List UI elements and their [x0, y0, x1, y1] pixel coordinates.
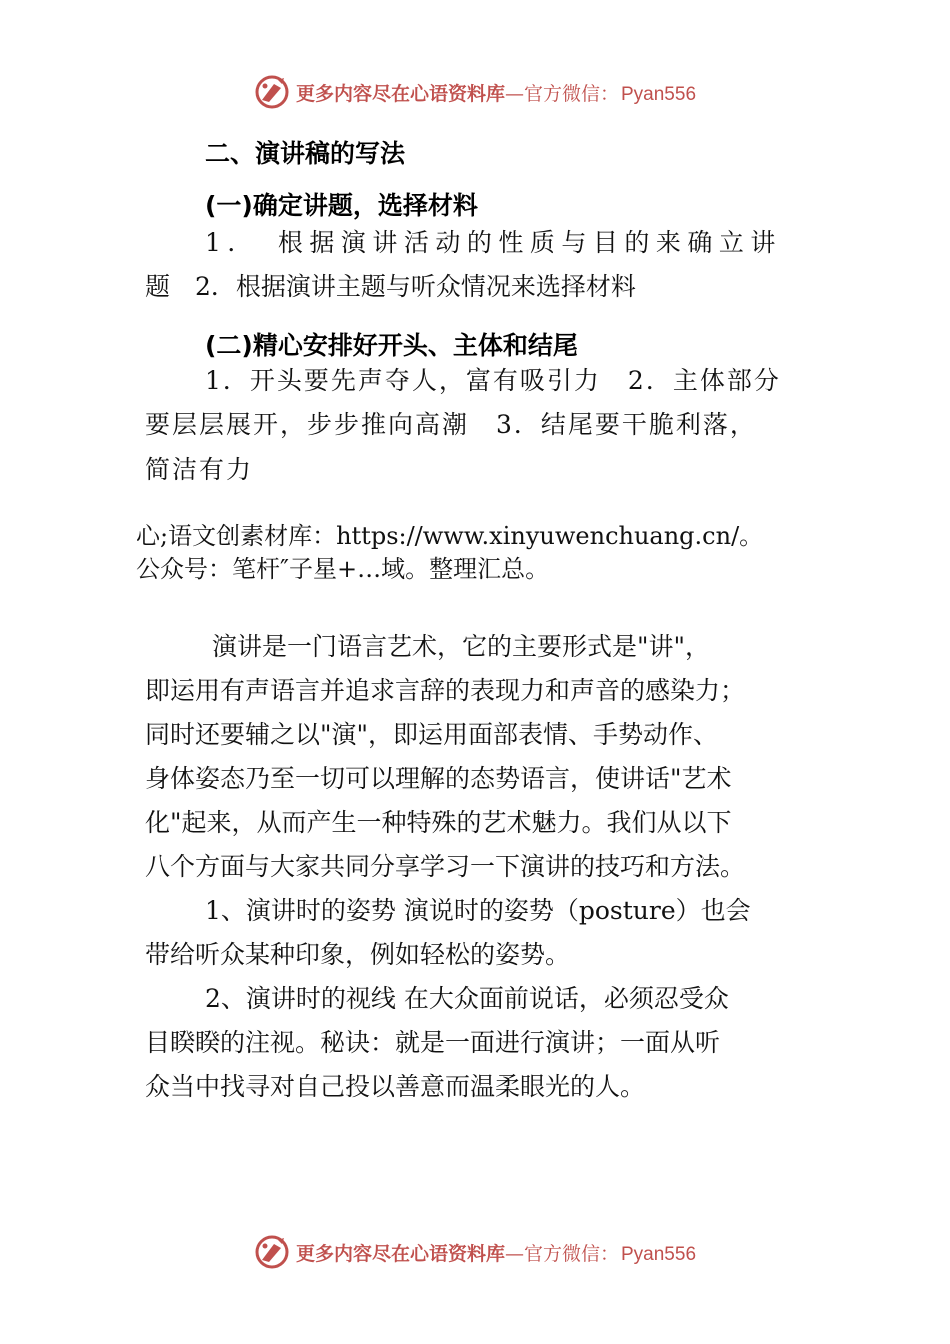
body-p1-line-4: 身体姿态乃至一切可以理解的态势语言，使讲话"艺术: [145, 764, 732, 793]
source-note-line-2: 公众号：笔杆″子星+…域。整理汇总。: [136, 555, 550, 583]
subsection-1-line-2: 题 2．根据演讲主题与听众情况来选择材料: [145, 272, 636, 301]
body-p3-line-2: 目睽睽的注视。秘诀：就是一面进行演讲；一面从听: [145, 1028, 721, 1057]
library-logo-icon: [254, 1234, 290, 1270]
watermark-text: [296, 79, 696, 106]
body-p2-line-2: 带给听众某种印象，例如轻松的姿势。: [145, 940, 571, 969]
watermark-text: [296, 1239, 696, 1266]
subsection-1-line-1: 1． 根据演讲活动的性质与目的来确立讲: [205, 228, 782, 257]
body-p1-line-5: 化"起来，从而产生一种特殊的艺术魅力。我们从以下: [145, 808, 732, 837]
body-p1-line-6: 八个方面与大家共同分享学习一下演讲的技巧和方法。: [145, 852, 746, 881]
subsection-2-line-2: 要层层展开，步步推向高潮 3．结尾要干脆利落，: [145, 410, 757, 439]
subsection-2-heading: (二)精心安排好开头、主体和结尾: [205, 331, 578, 360]
watermark-wechat-id: Pyan556: [621, 83, 697, 105]
watermark-library-name: 更多内容尽在心语资料库: [295, 1242, 505, 1265]
body-p3-line-1: 2、演讲时的视线 在大众面前说话，必须忍受众: [205, 984, 729, 1013]
watermark-library-name: 更多内容尽在心语资料库: [295, 82, 505, 105]
header-watermark: [0, 72, 950, 112]
body-p1-line-1: 演讲是一门语言艺术，它的主要形式是"讲"，: [212, 632, 710, 661]
body-p3-line-3: 众当中找寻对自己投以善意而温柔眼光的人。: [145, 1072, 646, 1101]
body-p1-line-2: 即运用有声语言并追求言辞的表现力和声音的感染力；: [145, 676, 746, 705]
body-p1-line-3: 同时还要辅之以"演"，即运用面部表情、手势动作、: [145, 720, 719, 749]
source-note-line-1: 心;语文创素材库：https://www.xinyuwenchuang.cn/。: [136, 522, 764, 550]
library-logo-icon: [254, 74, 290, 110]
footer-watermark: [0, 1232, 950, 1272]
watermark-separator: —官方微信：: [504, 82, 619, 105]
watermark-separator: —官方微信：: [504, 1242, 619, 1265]
watermark-wechat-id: Pyan556: [621, 1243, 697, 1265]
subsection-2-line-1: 1．开头要先声夺人，富有吸引力 2．主体部分: [205, 366, 781, 395]
body-p2-line-1: 1、演讲时的姿势 演说时的姿势（posture）也会: [205, 896, 751, 925]
subsection-2-line-3: 简洁有力: [145, 455, 254, 484]
subsection-1-heading: (一)确定讲题，选择材料: [205, 191, 478, 220]
section-title: 二、演讲稿的写法: [205, 139, 406, 168]
